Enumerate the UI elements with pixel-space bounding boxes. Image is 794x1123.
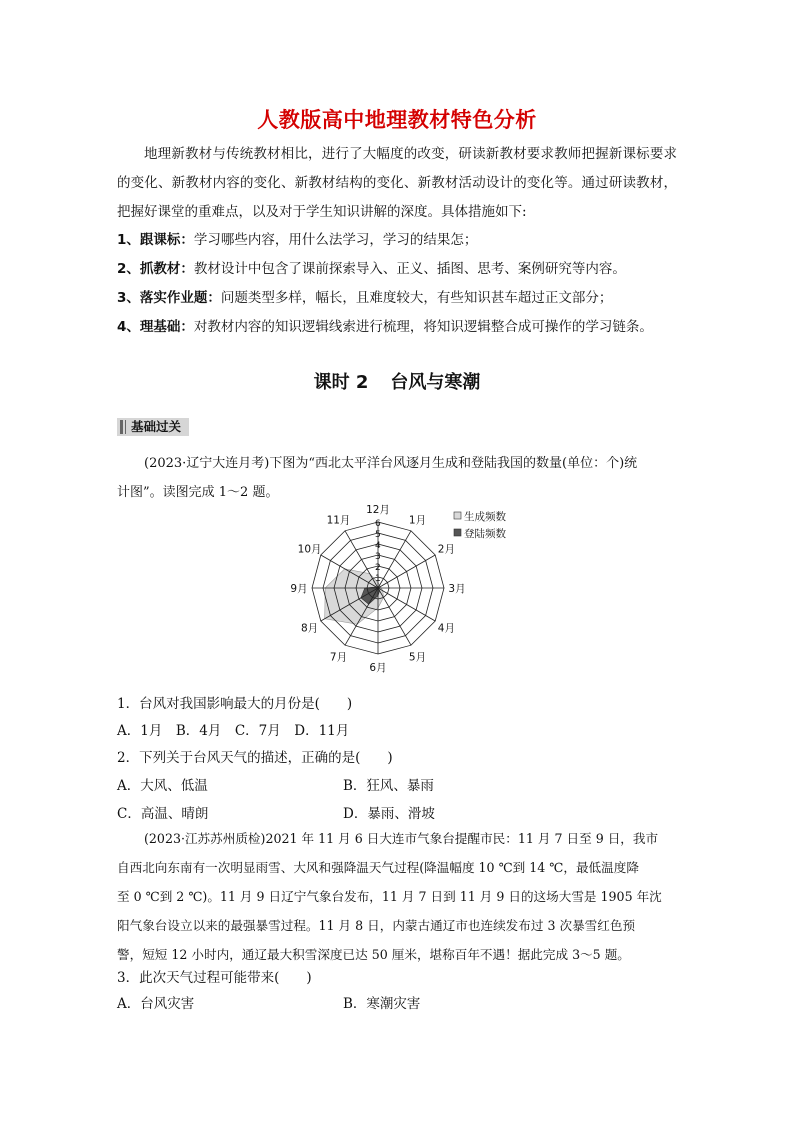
month-label: 9月 (290, 583, 308, 595)
intro-text: 地理新教材与传统教材相比，进行了大幅度的改变，研读新教材要求教师把握新课标要求的变化、新教材内容的变化、新教材结构的变化、新教材活动设计的变化等。通过研读教材，把握好课堂的重难点，以及对于学生知识讲解的深度。具体措施如下: (117, 146, 677, 220)
section-badge-label: 基础过关 (131, 419, 182, 434)
intro-paragraph (117, 140, 677, 227)
measure-text: 问题类型多样，幅长，且难度较大，有些知识甚车超过正文部分； (220, 290, 613, 306)
source-line: 计图”。读图完成 1～2 题。 (117, 485, 279, 500)
source-line: 自西北向东南有一次明显雨雪、大风和强降温天气过程(降温幅度 10 ℃到 14 ℃，最低温度降 (117, 860, 639, 875)
badge-bar-icon (120, 420, 123, 434)
month-label: 3月 (448, 583, 466, 595)
source-line: 阳气象台设立以来的最强暴雪过程。11 月 8 日，内蒙古通辽市也连续发布过 3 次暴雪红色预 (117, 918, 636, 933)
month-label: 11月 (326, 514, 351, 527)
month-label: 12月 (366, 504, 390, 516)
month-label: 10月 (297, 543, 322, 556)
question-1-options: A．1月 B．4月 C．7月 D．11月 (117, 723, 350, 739)
question-3-stem: 3．此次天气过程可能带来( ) (117, 970, 312, 986)
tick-label: 3 (375, 552, 381, 562)
tick-label: 4 (375, 541, 381, 551)
measure-item (117, 286, 612, 306)
month-label: 7月 (329, 651, 348, 664)
question-2-options-row (117, 802, 435, 822)
measure-item (117, 257, 626, 277)
legend-label: 生成频数 (464, 511, 506, 523)
measure-text: 教材设计中包含了课前探索导入、正义、插图、思考、案例研究等内容。 (193, 261, 626, 277)
document-title: 人教版高中地理教材特色分析 (257, 108, 537, 132)
legend-swatch (454, 512, 461, 519)
source-passage-1 (117, 449, 677, 507)
tick-label: 6 (375, 519, 381, 529)
source-line: 警，短短 12 小时内，通辽最大积雪深度已达 50 厘米，堪称百年不遇！据此完成 3～5 题。 (117, 947, 630, 962)
measure-label: 4、理基础： (117, 319, 194, 335)
question-2-stem: 2．下列关于台风天气的描述，正确的是( ) (117, 750, 393, 766)
question-3-options-row (117, 992, 420, 1012)
tick-label: 1 (375, 574, 381, 584)
source-line: (2023·辽宁大连月考)下图为“西北太平洋台风逐月生成和登陆我国的数量(单位：个)统 (144, 456, 638, 471)
option-c: C．高温、晴朗 (117, 806, 209, 822)
tick-label: 5 (375, 530, 381, 540)
option-b: B．狂风、暴雨 (343, 778, 434, 794)
option-d: D．暴雨、滑坡 (343, 806, 435, 822)
month-label: 5月 (408, 651, 427, 664)
measure-item (117, 228, 477, 248)
option-b: B．寒潮灾害 (343, 996, 421, 1012)
source-line: (2023·江苏苏州质检)2021 年 11 月 6 日大连市气象台提醒市民：11 月 7 日至 9 日，我市 (144, 831, 659, 846)
measure-label: 3、落实作业题： (117, 290, 221, 306)
legend-swatch (454, 529, 461, 536)
tick-label: 2 (375, 563, 381, 573)
question-2-options-row (117, 774, 434, 794)
option-a: A．台风灾害 (117, 996, 195, 1012)
month-label: 6月 (369, 662, 387, 674)
month-label: 1月 (408, 514, 427, 527)
legend-label: 登陆频数 (464, 528, 506, 540)
lesson-heading (0, 368, 794, 394)
month-label: 4月 (437, 622, 455, 635)
grid-spoke (378, 555, 435, 588)
question-1-stem: 1．台风对我国影响最大的月份是( ) (117, 696, 353, 712)
option-a: A．大风、低温 (117, 778, 208, 794)
month-label: 2月 (437, 543, 455, 556)
grid-spoke (378, 531, 411, 588)
measure-text: 对教材内容的知识逻辑线索进行梳理，将知识逻辑整合成可操作的学习链条。 (193, 319, 653, 335)
source-passage-2 (117, 824, 677, 969)
month-label: 8月 (301, 622, 319, 635)
grid-spoke (378, 588, 435, 621)
measure-item (117, 315, 653, 335)
section-badge (117, 418, 189, 436)
lesson-name: 台风与寒潮 (390, 372, 481, 393)
radar-chart (280, 500, 540, 690)
measure-text: 学习哪些内容，用什么法学习，学习的结果怎； (193, 232, 478, 248)
lesson-number: 课时 2 (313, 372, 369, 393)
measure-label: 2、抓教材： (117, 261, 194, 277)
measure-label: 1、跟课标： (117, 232, 194, 248)
badge-bar-icon (125, 420, 126, 434)
grid-spoke (378, 588, 411, 645)
source-line: 至 0 ℃到 2 ℃)。11 月 9 日辽宁气象台发布，11 月 7 日到 11 月 9 日的这场大雪是 1905 年沈 (117, 889, 662, 904)
